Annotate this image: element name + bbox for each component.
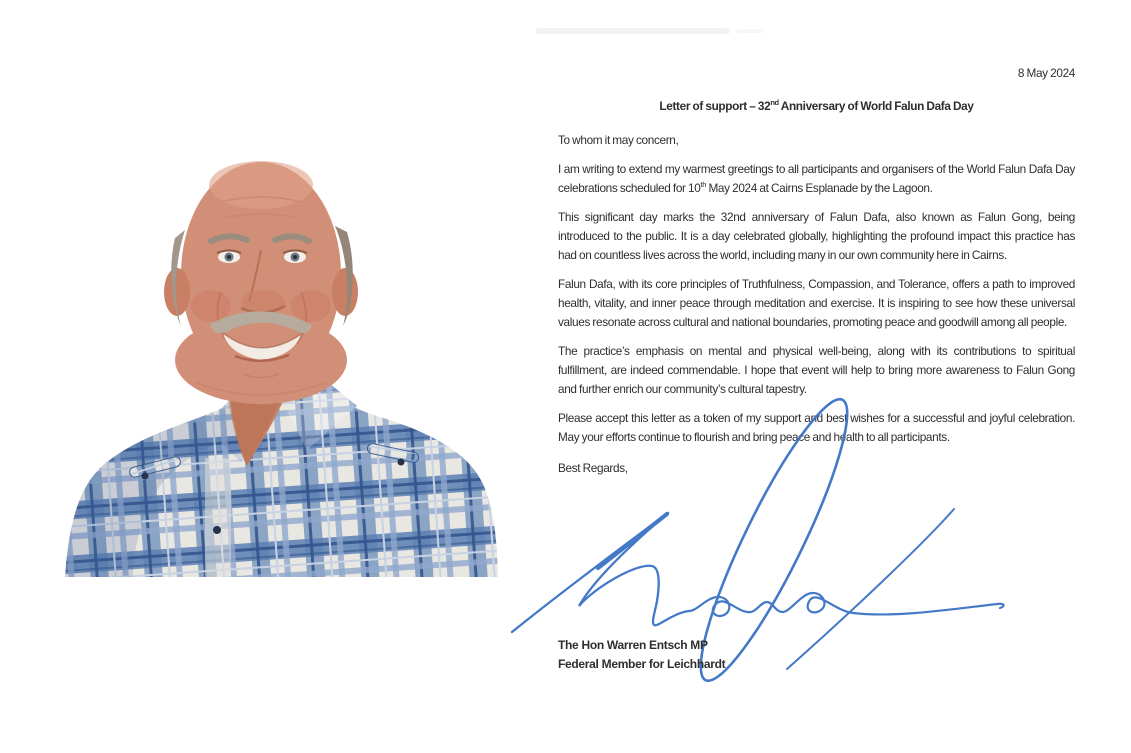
paragraph-1-superscript: th	[700, 180, 707, 190]
redacted-letterhead-bar	[536, 28, 730, 34]
salutation: To whom it may concern,	[558, 133, 679, 147]
redacted-letterhead-bar-tail	[736, 29, 764, 33]
face	[164, 161, 358, 404]
paragraph-1-text-end: May 2024 at Cairns Esplanade by the Lagoon.	[706, 181, 933, 195]
portrait-photo	[45, 10, 513, 577]
paragraph-2: This significant day marks the 32nd anniversary of Falun Dafa, also known as Falun Gong, being introduced to the public. It is a day celebrated globally, highlighting the profound impact this practice has had on countless lives across the world, including many in our own community here in Cairns.	[558, 210, 1075, 262]
paragraph-3: Falun Dafa, with its core principles of Truthfulness, Compassion, and Tolerance, offers a path to improved health, vitality, and inner peace through meditation and exercise. It is inspiring to see how these universal values resonate across cultural and national boundaries, promoting peace and goodwill among all people.	[558, 277, 1075, 329]
signatory-title: Federal Member for Leichhardt	[558, 657, 726, 671]
plaid-shirt	[65, 378, 498, 577]
letter-subject	[558, 97, 1075, 116]
signatory-block	[558, 636, 725, 674]
paragraph-5: Please accept this letter as a token of my support and best wishes for a successful and joyful celebration. May your efforts continue to flourish and bring peace and health to all participants.	[558, 411, 1075, 444]
signatory-name: The Hon Warren Entsch MP	[558, 638, 708, 652]
right-ear	[332, 268, 358, 316]
subject-prefix: Letter of support – 32	[659, 99, 771, 113]
subject-suffix: Anniversary of World Falun Dafa Day	[778, 99, 974, 113]
paragraph-4: The practice’s emphasis on mental and physical well-being, along with its contributions to spiritual fulfillment, are indeed commendable. I hope that event will help to bring more awareness to Falun Gong and further enrich our community’s cultural tapestry.	[558, 344, 1075, 396]
shirt-button	[213, 526, 221, 534]
letter-date: 8 May 2024	[1017, 66, 1075, 80]
letter-body	[558, 58, 1075, 478]
paragraph-1-text: I am writing to extend my warmest greetings to all participants and organisers of the World Falun Dafa Day celebrations scheduled for 10	[558, 162, 1075, 195]
subject-superscript: nd	[770, 98, 779, 108]
paragraph-1	[558, 160, 1075, 198]
closing: Best Regards,	[558, 461, 628, 475]
